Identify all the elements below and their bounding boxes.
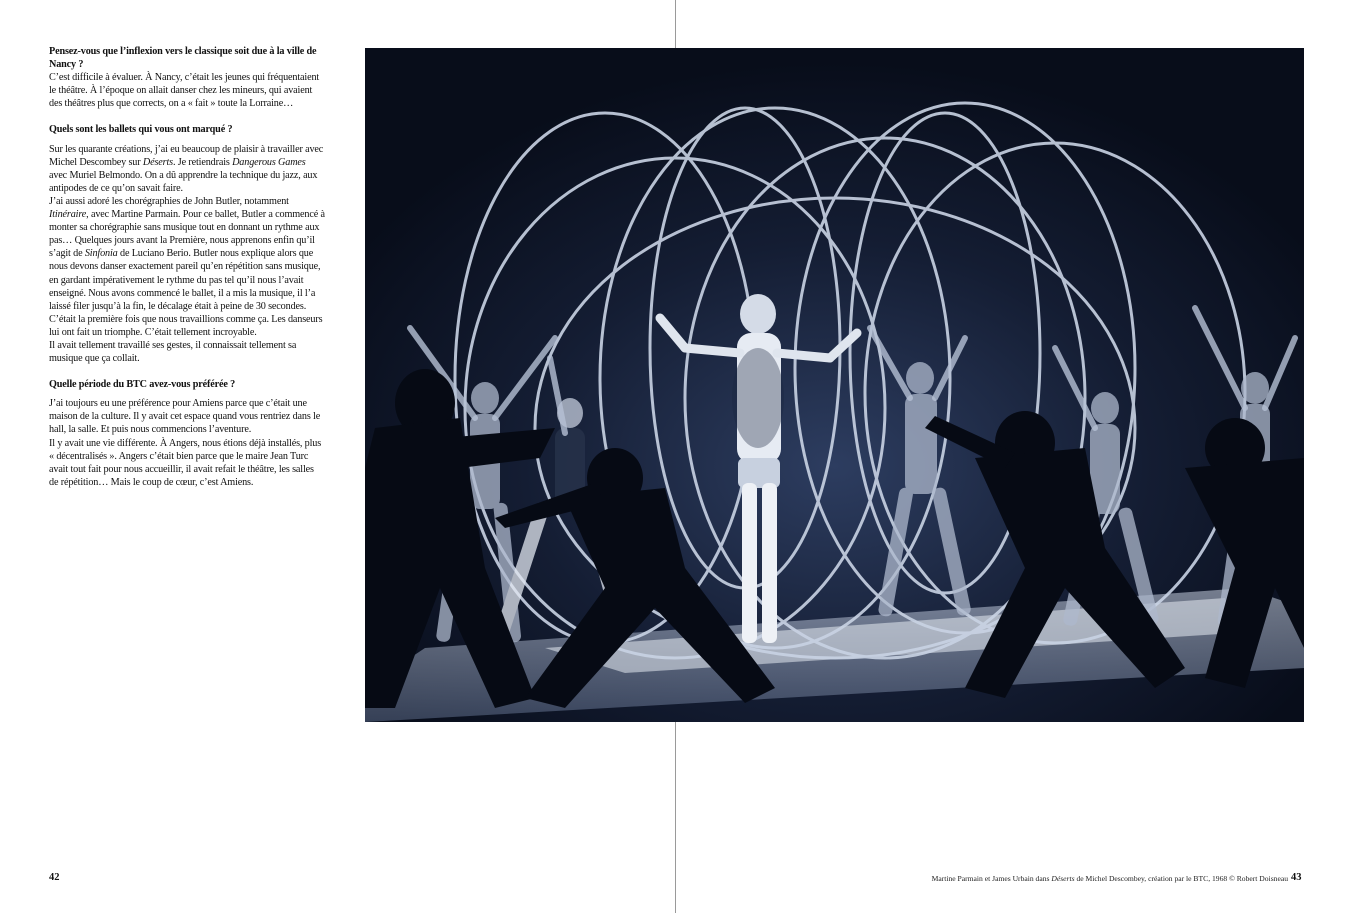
interview-answer-paragraph: Il y avait une vie différente. À Angers, nous étions déjà installés, plus « décentralisés ». Angers c’était bien parce que le maire Jean Turc avait tout fait pour nous accueillir, il avait refait le théâtre, les salles de répétition… Mais le coup de cœur, c’est Amiens. xyxy=(49,437,322,488)
interview-answer-paragraph: J’ai toujours eu une préférence pour Amiens parce que c’était une maison de la culture. Il y avait cet espace quand vous rentriez dans le hall, la salle. Et puis nous commencions l’aventure. xyxy=(49,398,321,436)
interview-answer-paragraph: C’est difficile à évaluer. À Nancy, c’était les jeunes qui fréquentaient le théâtre. À l’époque on allait danser chez les mineurs, qui avaient des théâtres plus que corrects, on a « fait » toute la Lorraine… xyxy=(49,72,320,110)
interview-question: Quelle période du BTC avez-vous préférée ? xyxy=(49,379,236,391)
interview-answer-paragraph: J’ai aussi adoré les chorégraphies de John Butler, notamment Itinéraire, avec Martine Parmain. Pour ce ballet, Butler a commencé à monter sa chorégraphie sans musique tout en donnant un rythme aux pas… Quelques jours avant la Première, nous apprenons enfin qu’il s’agit de Sinfonia de Luciano Berio. Butler nous explique alors que nous devons danser exactement pareil qu’en répétition sans musique, en gardant impérativement le rythme du pas tel qu’il nous l’avait enseigné. Nous avons commencé le ballet, il a mis la musique, il l’a laissé filer jusqu’à la fin, le décalage était à peine de 30 secondes. C’était la première fois que nous travaillions comme ça. Les danseurs lui ont fait un triomphe. C’était tellement incroyable. xyxy=(49,195,325,338)
interview-answer-paragraph: Il avait tellement travaillé ses gestes, il connaissait tellement sa musique que ça collait. xyxy=(49,339,297,365)
dance-photograph xyxy=(365,48,1304,722)
interview-question: Pensez-vous que l’inflexion vers le classique soit due à la ville de Nancy ? xyxy=(49,46,317,71)
interview-answer-paragraph: Sur les quarante créations, j’ai eu beaucoup de plaisir à travailler avec Michel Descombey sur Déserts. Je retiendrais Dangerous Games avec Muriel Belmondo. On a dû apprendre la technique du jazz, aux antipodes de ce qu’on savait faire. xyxy=(49,143,324,194)
page-number-left: 42 xyxy=(49,872,60,883)
interview-text-column xyxy=(49,45,325,489)
page-number-right: 43 xyxy=(1291,872,1302,883)
photo-caption: Martine Parmain et James Urbain dans Déserts de Michel Descombey, création par le BTC, 1968 © Robert Doisneau xyxy=(931,874,1288,883)
interview-question: Quels sont les ballets qui vous ont marqué ? xyxy=(49,124,233,136)
